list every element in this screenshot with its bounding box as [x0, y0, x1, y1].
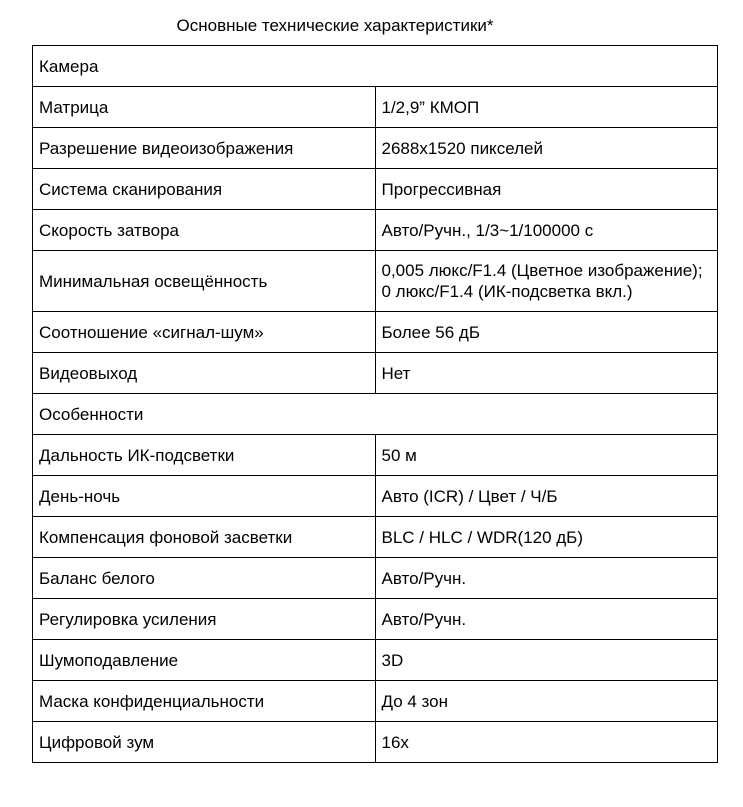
spec-name: Шумоподавление	[33, 640, 376, 681]
spec-name: Компенсация фоновой засветки	[33, 517, 376, 558]
table-row	[33, 128, 718, 169]
spec-name: Маска конфиденциальности	[33, 681, 376, 722]
table-row	[33, 558, 718, 599]
spec-name: Регулировка усиления	[33, 599, 376, 640]
spec-value: Нет	[375, 353, 718, 394]
spec-value: 50 м	[375, 435, 718, 476]
spec-value: Авто/Ручн.	[375, 599, 718, 640]
table-row	[33, 476, 718, 517]
section-row	[33, 46, 718, 87]
spec-value: Авто (ICR) / Цвет / Ч/Б	[375, 476, 718, 517]
spec-value: Авто/Ручн.	[375, 558, 718, 599]
table-row	[33, 640, 718, 681]
table-row	[33, 169, 718, 210]
spec-value: До 4 зон	[375, 681, 718, 722]
spec-value: Более 56 дБ	[375, 312, 718, 353]
table-row	[33, 599, 718, 640]
table-row	[33, 681, 718, 722]
spec-value: Авто/Ручн., 1/3~1/100000 с	[375, 210, 718, 251]
section-camera: Камера	[33, 46, 718, 87]
spec-table	[32, 45, 718, 763]
document-title: Основные технические характеристики*	[176, 16, 494, 35]
section-row	[33, 394, 718, 435]
spec-value-line-2: 0 люкс/F1.4 (ИК-подсветка вкл.)	[381, 282, 633, 301]
table-row	[33, 251, 718, 312]
spec-name: Баланс белого	[33, 558, 376, 599]
spec-value: BLC / HLC / WDR(120 дБ)	[375, 517, 718, 558]
spec-name: Матрица	[33, 87, 376, 128]
spec-value: 16x	[375, 722, 718, 763]
spec-value: 3D	[375, 640, 718, 681]
table-row	[33, 353, 718, 394]
table-row	[33, 87, 718, 128]
spec-name: Скорость затвора	[33, 210, 376, 251]
spec-name: Соотношение «сигнал-шум»	[33, 312, 376, 353]
spec-name: День-ночь	[33, 476, 376, 517]
spec-name: Минимальная освещённость	[33, 251, 376, 312]
spec-value: Прогрессивная	[375, 169, 718, 210]
table-row	[33, 312, 718, 353]
spec-name: Дальность ИК-подсветки	[33, 435, 376, 476]
table-row	[33, 210, 718, 251]
table-row	[33, 435, 718, 476]
spec-value: 1/2,9” КМОП	[375, 87, 718, 128]
table-row	[33, 722, 718, 763]
spec-name: Разрешение видеоизображения	[33, 128, 376, 169]
spec-name: Система сканирования	[33, 169, 376, 210]
spec-value	[375, 251, 718, 312]
spec-value-line-1: 0,005 люкс/F1.4 (Цветное изображение);	[381, 261, 703, 280]
spec-value: 2688x1520 пикселей	[375, 128, 718, 169]
spec-name: Цифровой зум	[33, 722, 376, 763]
spec-name: Видеовыход	[33, 353, 376, 394]
table-row	[33, 517, 718, 558]
section-features: Особенности	[33, 394, 718, 435]
